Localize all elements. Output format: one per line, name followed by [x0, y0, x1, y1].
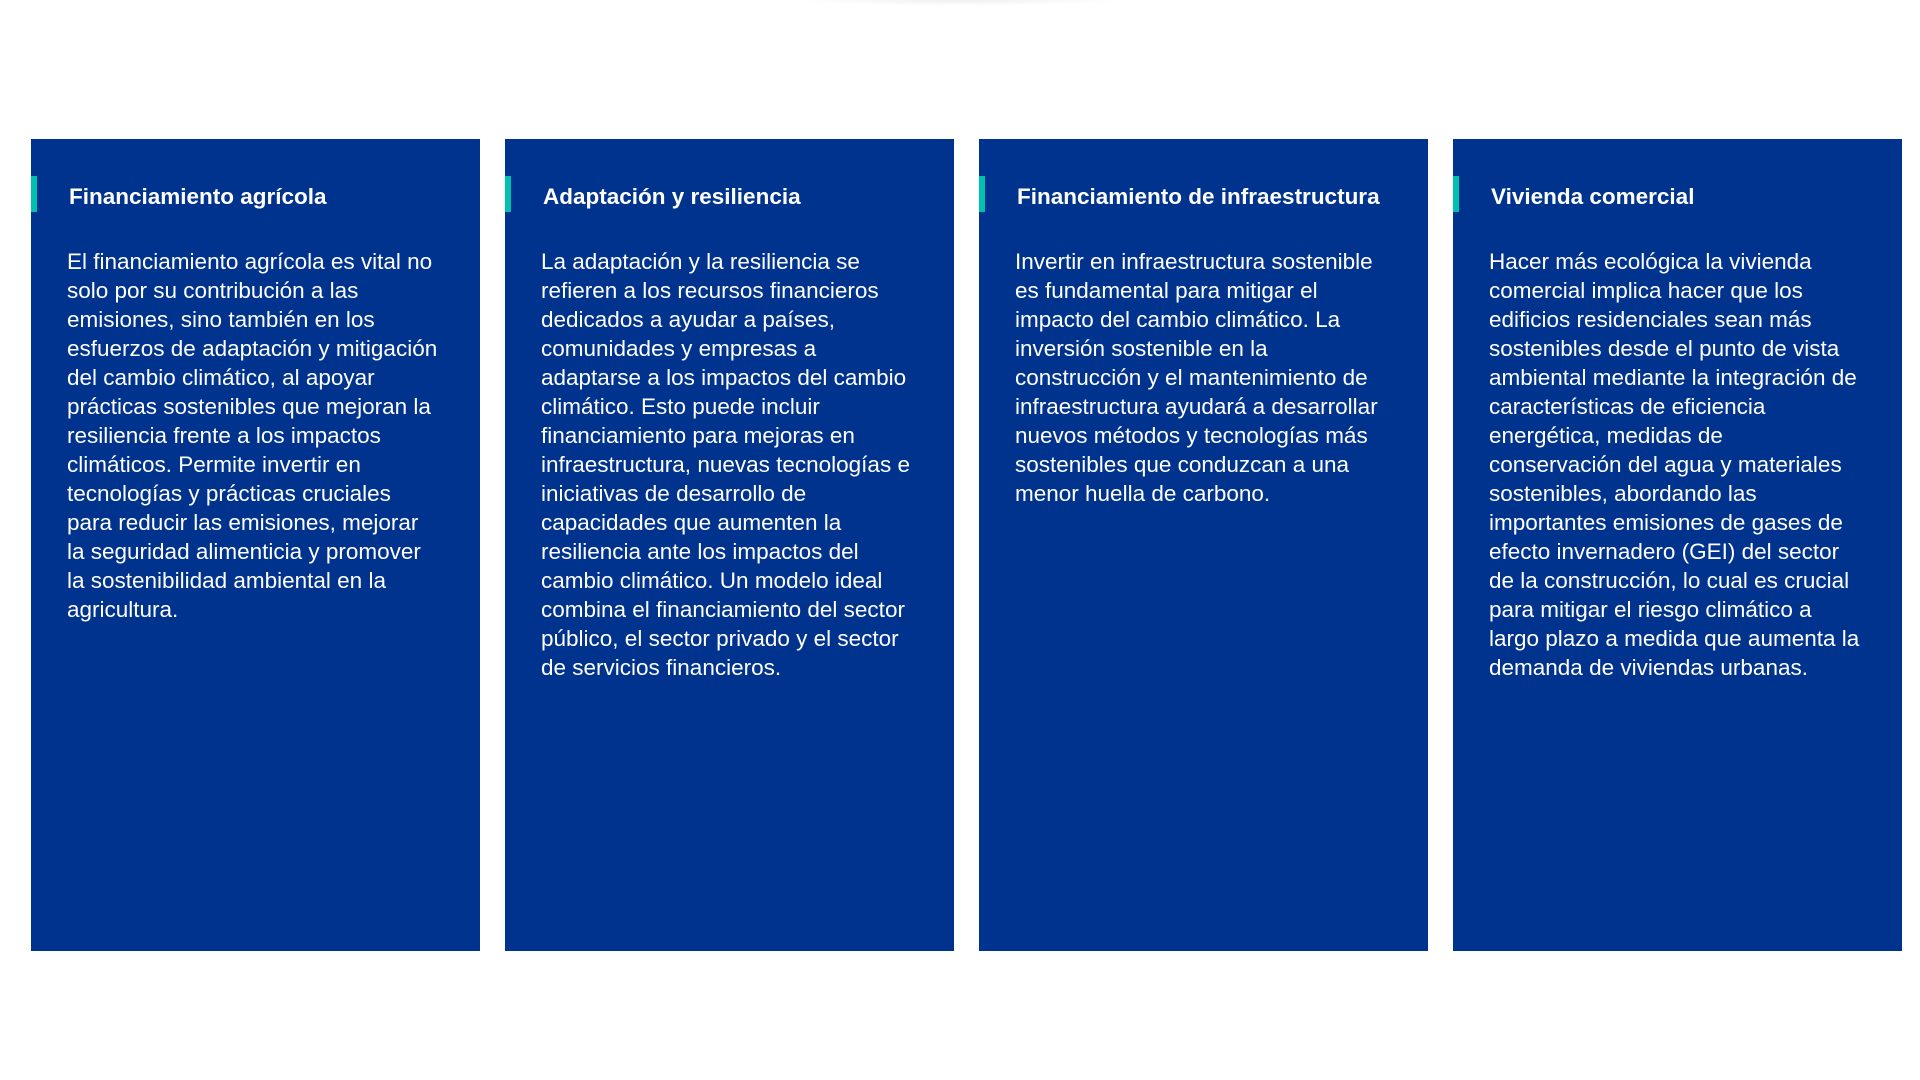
card-body: El financiamiento agrícola es vital no solo por su contribución a las emisiones, sino también en los esfuerzos de adaptación y mitigación del cambio climático, al apoyar prácticas sostenibles que mejoran la resiliencia frente a los impactos climáticos. Permite invertir en tecnologías y prácticas cruciales para reducir las emisiones, mejorar la seguridad alimenticia y promover la sostenibilidad ambiental en la agricultura. — [67, 249, 438, 622]
card-body: Hacer más ecológica la vivienda comercial implica hacer que los edificios residenciales sean más sostenibles desde el punto de vista ambiental mediante la integración de características de eficiencia energética, medidas de conservación del agua y materiales sostenibles, abordando las importantes emisiones de gases de efecto invernadero (GEI) del sector de la construcción, lo cual es crucial para mitigar el riesgo climático a largo plazo a medida que aumenta la demanda de viviendas urbanas. — [1489, 249, 1860, 680]
card-title: Vivienda comercial — [1491, 184, 1695, 209]
card-infrastructure-financing — [979, 139, 1428, 951]
cards-row — [31, 139, 1903, 951]
card-accent-bar — [979, 176, 985, 212]
card-title: Adaptación y resiliencia — [543, 184, 801, 209]
card-body: La adaptación y la resiliencia se refieren a los recursos financieros dedicados a ayudar a países, comunidades y empresas a adaptarse a los impactos del cambio climático. Esto puede incluir financiamiento para mejoras en infraestructura, nuevas tecnologías e iniciativas de desarrollo de capacidades que aumenten la resiliencia ante los impactos del cambio climático. Un modelo ideal combina el financiamiento del sector público, el sector privado y el sector de servicios financieros. — [541, 249, 910, 680]
card-accent-bar — [31, 176, 37, 212]
card-accent-bar — [505, 176, 511, 212]
card-body: Invertir en infraestructura sostenible es fundamental para mitigar el impacto del cambio climático. La inversión sostenible en la construcción y el mantenimiento de infraestructura ayudará a desarrollar nuevos métodos y tecnologías más sostenibles que conduzcan a una menor huella de carbono. — [1015, 249, 1378, 506]
card-agricultural-financing — [31, 139, 480, 951]
card-commercial-housing — [1453, 139, 1902, 951]
card-title: Financiamiento agrícola — [69, 184, 327, 209]
top-shadow-decoration — [790, 0, 1130, 6]
card-accent-bar — [1453, 176, 1459, 212]
card-adaptation-resilience — [505, 139, 954, 951]
card-title: Financiamiento de infraestructura — [1017, 184, 1380, 209]
